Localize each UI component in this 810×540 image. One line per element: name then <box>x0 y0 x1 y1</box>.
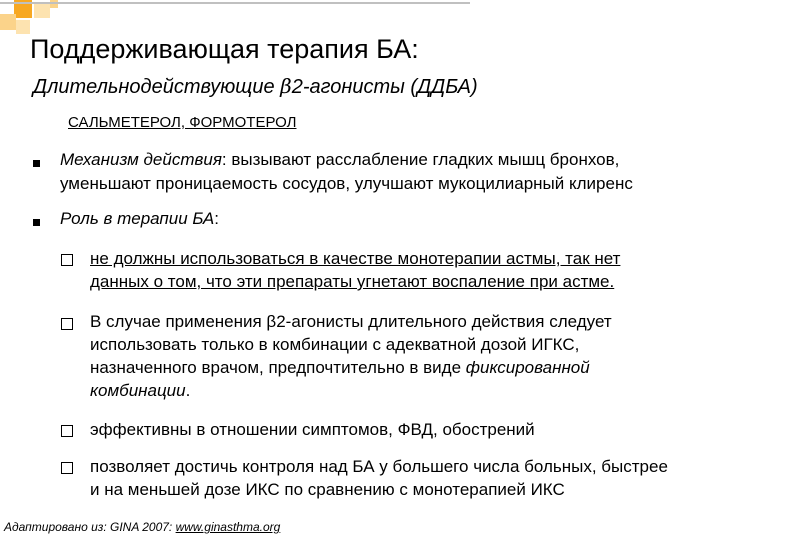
subtitle-prefix: Длительнодействующие <box>33 76 281 98</box>
list-item-3 <box>90 418 535 441</box>
source-prefix: Адаптировано из: GINA 2007: <box>4 520 176 534</box>
square-bullet-icon <box>33 160 40 167</box>
mechanism-text-1: вызывают расслабление гладких мышц бронхов, <box>226 150 620 169</box>
list-item-2-line-1: В случае применения β2-агонисты длительного действия следует <box>90 312 612 331</box>
list-item-4-line-2: и на меньшей дозе ИКС по сравнению с монотерапией ИКС <box>90 480 565 499</box>
list-item-2-line-4 <box>90 379 612 402</box>
slide-title: Поддерживающая терапия БА: <box>30 34 419 64</box>
deco-square <box>0 14 16 30</box>
deco-square <box>34 2 50 18</box>
list-item-2 <box>90 310 612 402</box>
source-link[interactable]: www.ginasthma.org <box>175 520 281 534</box>
list-item-1-line-2: данных о том, что эти препараты угнетают воспаление при астме. <box>90 272 615 291</box>
beta-symbol: β <box>280 74 292 98</box>
checkbox-bullet-icon <box>61 462 73 474</box>
slide-subtitle <box>33 74 478 99</box>
mechanism-line-2: уменьшают проницаемость сосудов, улучшают мукоцилиарный клиренс <box>60 174 633 193</box>
checkbox-bullet-icon <box>61 254 73 266</box>
mechanism-paragraph <box>60 148 633 196</box>
list-item-2-line-2: использовать только в комбинации с адекватной дозой ИГКС, <box>90 335 580 354</box>
list-item-2-period: . <box>185 381 191 400</box>
list-item-2-text: назначенного врачом, предпочтительно в виде <box>90 358 466 377</box>
role-label: Роль в терапии БА <box>60 209 215 228</box>
role-colon: : <box>214 209 219 228</box>
list-item-2-emphasis-2: комбинации <box>90 381 186 400</box>
mechanism-line-1 <box>60 148 633 172</box>
list-item-1-line-1: не должны использоваться в качестве монотерапии астмы, так нет <box>90 249 621 268</box>
list-item-2-emphasis: фиксированной <box>465 358 590 377</box>
deco-square <box>16 20 30 34</box>
title-rule <box>0 2 470 4</box>
square-bullet-icon <box>33 219 40 226</box>
mechanism-colon: : <box>221 150 227 169</box>
list-item-3-line-1: эффективны в отношении симптомов, ФВД, обострений <box>90 420 535 439</box>
source-citation <box>4 520 280 534</box>
checkbox-bullet-icon <box>61 318 73 330</box>
drug-names: САЛЬМЕТЕРОЛ, ФОРМОТЕРОЛ <box>68 114 297 131</box>
list-item-4-line-1: позволяет достичь контроля над БА у большего числа больных, быстрее <box>90 457 668 476</box>
list-item-2-line-3 <box>90 356 612 379</box>
checkbox-bullet-icon <box>61 425 73 437</box>
list-item-4 <box>90 455 668 501</box>
list-item-1 <box>90 247 620 293</box>
mechanism-label: Механизм действия <box>60 150 222 169</box>
role-heading <box>60 207 219 231</box>
subtitle-suffix: 2-агонисты (ДДБА) <box>291 76 478 98</box>
